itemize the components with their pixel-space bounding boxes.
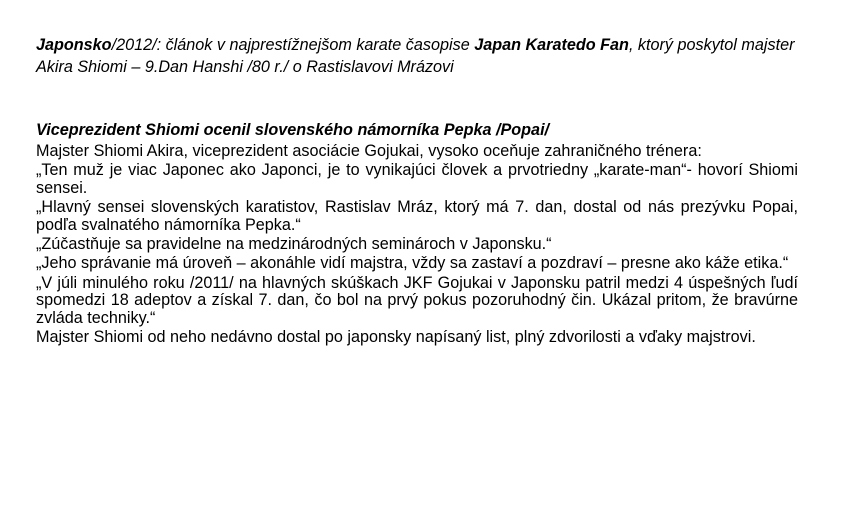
intro-text-2: , ktorý poskytol majster Akira Shiomi – 9.Dan Hanshi /80 r./ o Rastislavovi Mrázovi	[36, 36, 795, 76]
intro-paragraph	[36, 34, 798, 78]
article-paragraph-4: „Zúčastňuje sa pravidelne na medzinárodných seminároch v Japonsku.“	[36, 235, 552, 254]
intro-magazine-name: Japan Karatedo Fan	[474, 36, 629, 54]
intro-text-1: /2012/: článok v najprestížnejšom karate časopise	[111, 36, 475, 54]
intro-country: Japonsko	[36, 36, 112, 54]
article-paragraph-6: „V júli minulého roku /2011/ na hlavných skúškach JKF Gojukai v Japonsku patril medzi 4 úspešných ľudí spomedzi 18 adeptov a získal 7. dan, čo bol na prvý pokus pozoruhodný čin. Ukázal pritom, že bravúrne zvláda techniky.“	[36, 273, 798, 327]
article-paragraph-5: „Jeho správanie má úroveň – akonáhle vidí majstra, vždy sa zastaví a pozdraví – presne ako káže etika.“	[36, 254, 789, 273]
article-paragraph-2: „Ten muž je viac Japonec ako Japonci, je to vynikajúci človek a prvotriedny „karate-man“- hovorí Shiomi sensei.	[36, 161, 798, 197]
article-paragraph-3: „Hlavný sensei slovenských karatistov, Rastislav Mráz, ktorý má 7. dan, dostal od nás prezývku Popai, podľa svalnatého námorníka Pepka.“	[36, 198, 798, 234]
document-page	[36, 34, 798, 348]
article	[36, 121, 798, 346]
article-paragraph-7: Majster Shiomi od neho nedávno dostal po japonsky napísaný list, plný zdvorilosti a vďaky majstrovi.	[36, 328, 756, 347]
article-headline: Viceprezident Shiomi ocenil slovenského námorníka Pepka /Popai/	[36, 121, 550, 139]
article-paragraph-1: Majster Shiomi Akira, viceprezident asociácie Gojukai, vysoko oceňuje zahraničného trénera:	[36, 142, 702, 160]
